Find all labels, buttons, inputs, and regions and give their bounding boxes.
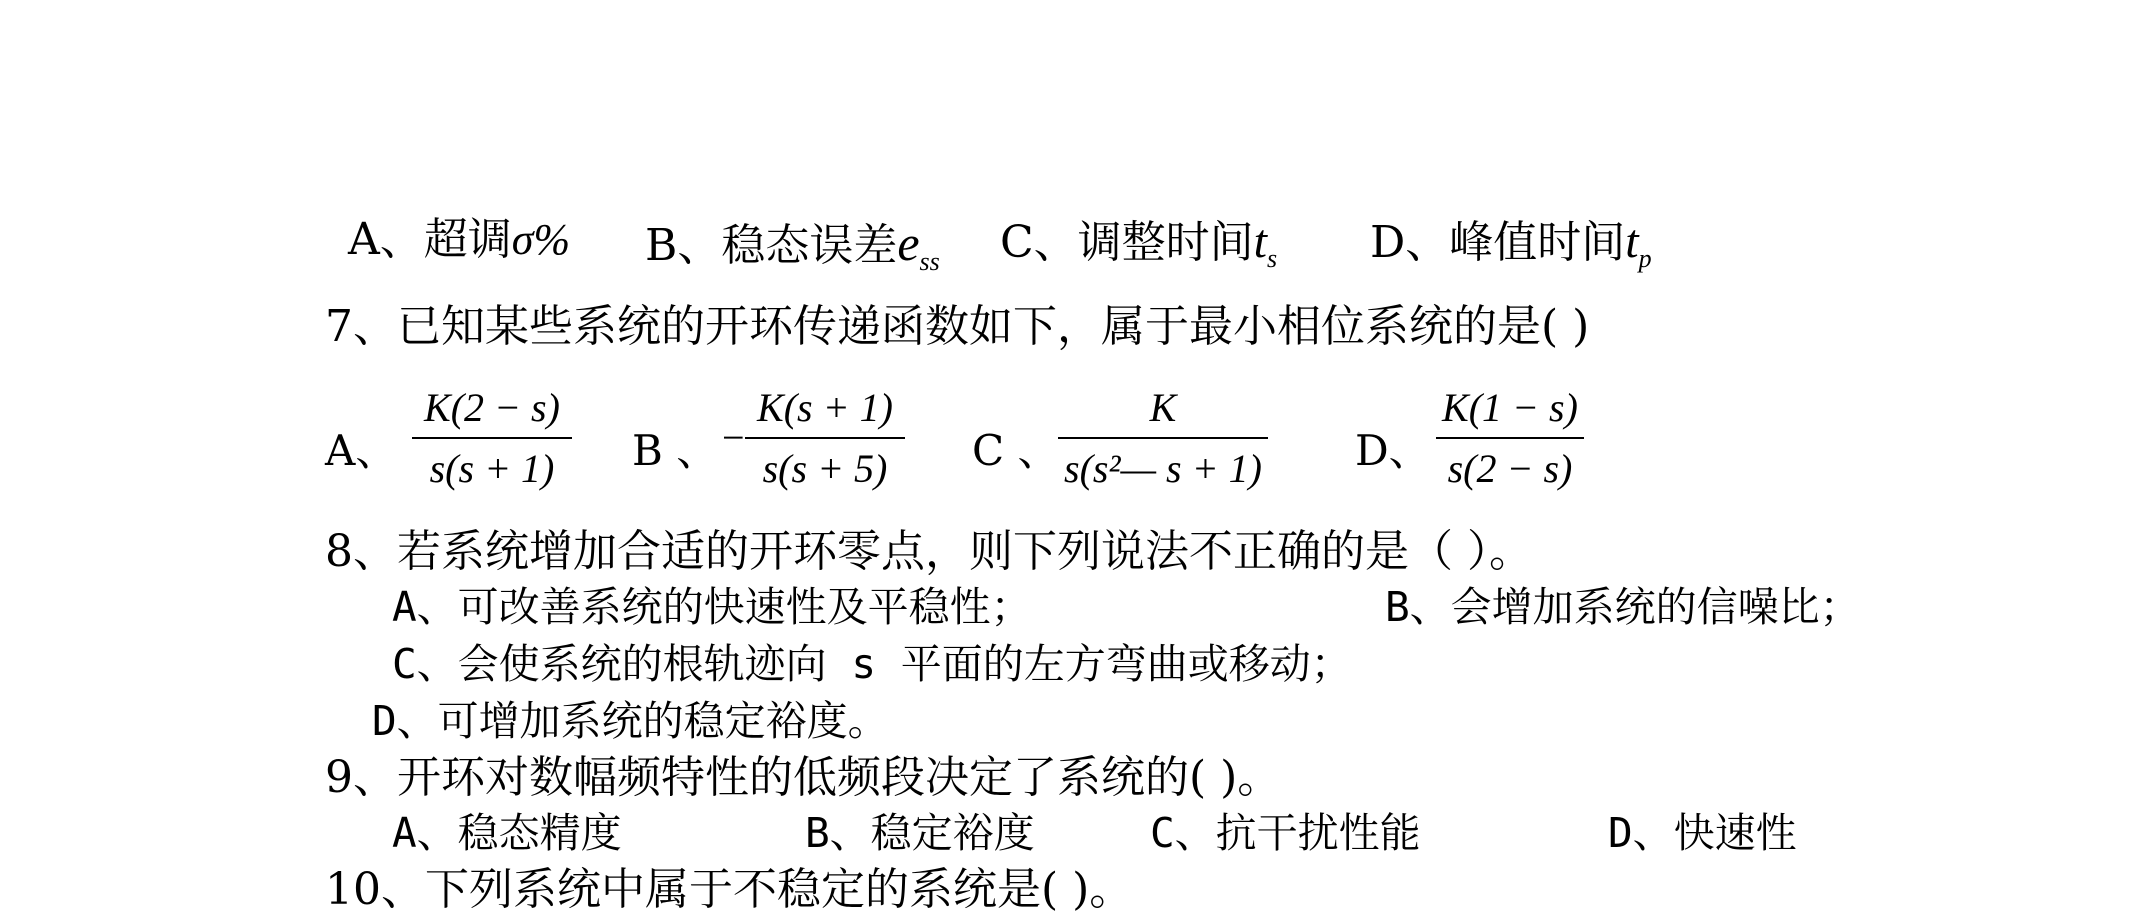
- q9-option-b: B、稳定裕度: [805, 809, 1035, 857]
- q8-option-c: C、会使系统的根轨迹向 s 平面的左方弯曲或移动；: [392, 640, 1352, 688]
- q7-option-a-numerator: K(2 − s): [424, 385, 560, 430]
- q7-question: 7、已知某些系统的开环传递函数如下，属于最小相位系统的是( ): [325, 301, 1590, 352]
- q6-option-a-label: A、超调: [348, 214, 512, 265]
- q7-option-d-fraction: [1436, 384, 1584, 492]
- q7-option-c-label: C 、: [972, 426, 1060, 475]
- q6-option-d: [1370, 215, 1652, 273]
- q6-option-b: [645, 215, 940, 276]
- q6-option-d-symbol: t: [1625, 215, 1639, 268]
- q9-question: 9、开环对数幅频特性的低频段决定了系统的( )。: [325, 752, 1282, 803]
- q6-option-c-subscript: s: [1267, 244, 1278, 273]
- q7-option-a-denominator: s(s + 1): [429, 446, 555, 491]
- q7-option-b-numerator: K(s + 1): [757, 385, 893, 430]
- q6-option-d-label: D、峰值时间: [1370, 217, 1626, 268]
- q9-option-c: C、抗干扰性能: [1150, 809, 1421, 857]
- q7-option-d-denominator: s(2 − s): [1447, 446, 1573, 491]
- q9-option-a: A、稳态精度: [392, 809, 622, 857]
- q6-option-b-symbol: e: [897, 215, 920, 271]
- q8-option-d: D、可增加系统的稳定裕度。: [372, 697, 889, 745]
- fraction-bar: [1058, 437, 1268, 439]
- q6-option-c-symbol: t: [1253, 215, 1268, 268]
- q8-option-a: A、可改善系统的快速性及平稳性；: [392, 583, 1032, 631]
- q7-option-b-denominator: s(s + 5): [762, 446, 888, 491]
- q6-option-b-label: B、稳态误差: [645, 220, 898, 271]
- q8-question: 8、若系统增加合适的开环零点，则下列说法不正确的是（ ）。: [325, 526, 1533, 577]
- q7-option-a-label: A、: [325, 426, 398, 475]
- q6-option-d-subscript: p: [1638, 244, 1652, 273]
- q6-option-c: [1000, 215, 1278, 273]
- q6-option-a: [348, 214, 571, 265]
- q6-option-c-label: C、调整时间: [1000, 217, 1254, 268]
- q7-option-b-label: B 、: [632, 426, 719, 475]
- q9-option-d: D、快速性: [1608, 809, 1797, 857]
- q7-option-b-sign: −: [722, 415, 745, 460]
- q6-option-a-symbol: σ%: [511, 215, 571, 264]
- q8-option-b: B、会增加系统的信噪比；: [1385, 583, 1861, 631]
- fraction-bar: [1436, 437, 1584, 439]
- q7-option-b-fraction: [745, 384, 905, 492]
- q7-option-c-numerator: K: [1149, 385, 1177, 430]
- fraction-bar: [745, 437, 905, 439]
- q7-option-c-denominator: s(s²— s + 1): [1064, 446, 1262, 491]
- q7-option-d-numerator: K(1 − s): [1442, 385, 1578, 430]
- q7-option-c-fraction: [1058, 384, 1268, 492]
- q10-question: 10、下列系统中属于不稳定的系统是( )。: [325, 864, 1134, 915]
- fraction-bar: [412, 437, 572, 439]
- q6-option-b-subscript: ss: [919, 247, 940, 276]
- q7-option-d-label: D、: [1355, 426, 1431, 475]
- q7-option-a-fraction: [412, 384, 572, 492]
